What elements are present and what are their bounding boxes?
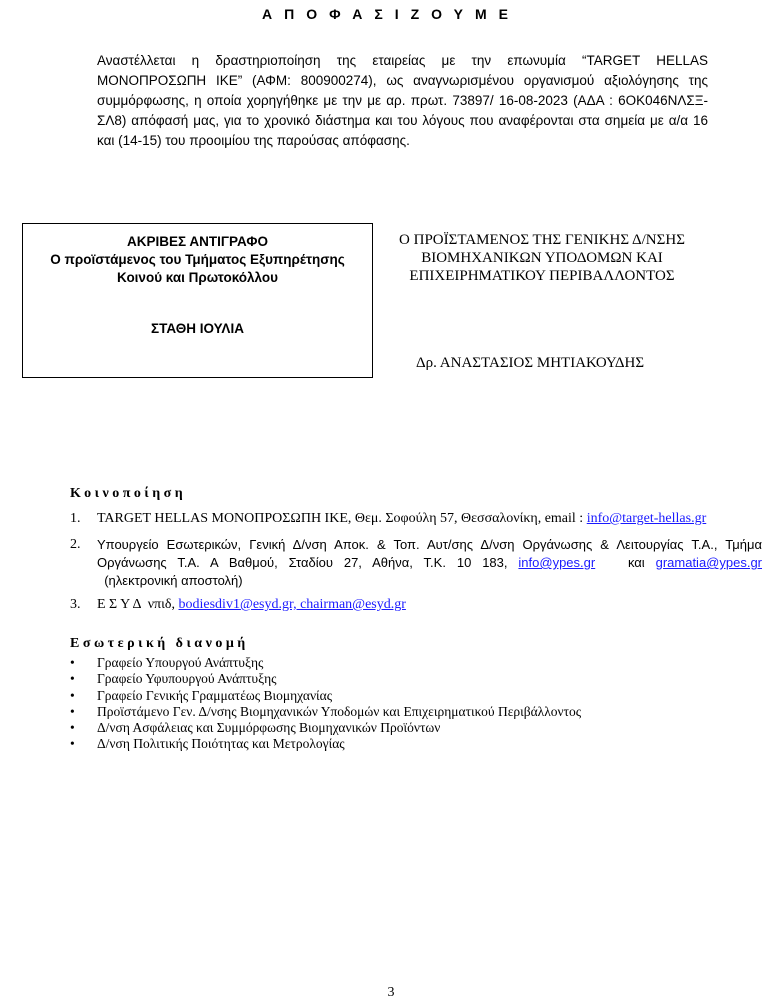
list-item — [70, 655, 581, 671]
list-item-text: Δ/νση Πολιτικής Ποιότητας και Μετρολογίας — [97, 736, 345, 752]
email-link-info-ypes[interactable]: info@ypes.gr — [518, 555, 596, 570]
notification-number: 1. — [70, 511, 81, 526]
list-item — [70, 688, 581, 704]
list-item — [70, 736, 581, 752]
list-item — [70, 720, 581, 736]
distribution-title: Εσωτερική διανομή — [70, 636, 249, 651]
notification-item — [70, 596, 762, 614]
distribution-list — [70, 655, 581, 753]
true-copy-box — [22, 223, 373, 378]
director-title-line3: ΕΠΙΧΕΙΡΗΜΑΤΙΚΟΥ ΠΕΡΙΒΑΛΛΟΝΤΟΣ — [409, 268, 675, 284]
bullet-icon: • — [70, 703, 75, 719]
director-name: Δρ. ΑΝΑΣΤΑΣΙΟΣ ΜΗΤΙΑΚΟΥΔΗΣ — [416, 355, 645, 371]
list-item — [70, 671, 581, 687]
bullet-icon: • — [70, 671, 75, 687]
email-link-target-hellas[interactable]: info@target-hellas.gr — [586, 511, 707, 526]
bullet-icon: • — [70, 655, 75, 670]
email-link-esyd[interactable]: bodiesdiv1@esyd.gr, chairman@esyd.gr — [178, 597, 406, 612]
list-item — [70, 704, 581, 720]
notification-tail: (ηλεκτρονική αποστολή) — [97, 573, 243, 588]
notification-text — [97, 536, 762, 590]
bullet-icon: • — [70, 720, 75, 736]
list-item-text: Δ/νση Ασφάλειας και Συμμόρφωσης Βιομηχανικών Προϊόντων — [97, 720, 441, 736]
list-item-text: Γραφείο Υφυπουργού Ανάπτυξης — [97, 671, 277, 687]
bullet-icon: • — [70, 687, 75, 703]
notification-connector: και — [595, 555, 656, 570]
notification-number: 2. — [70, 537, 81, 552]
bullet-icon: • — [70, 736, 75, 752]
notification-text — [97, 596, 762, 614]
notification-number: 3. — [70, 597, 81, 612]
notification-text-3: Ε Σ Υ Δ νπιδ, — [97, 597, 179, 612]
true-copy-title: ΑΚΡΙΒΕΣ ΑΝΤΙΓΡΑΦΟ — [127, 234, 268, 249]
director-title-line2: ΒΙΟΜΗΧΑΝΙΚΩΝ ΥΠΟΔΟΜΩΝ ΚΑΙ — [421, 250, 663, 266]
notification-item — [70, 510, 762, 528]
list-item-text: Προϊστάμενο Γεν. Δ/νσης Βιομηχανικών Υποδομών και Επιχειρηματικού Περιβάλλοντος — [97, 703, 582, 719]
notification-title: Κοινοποίηση — [70, 486, 187, 501]
list-item-text: Γραφείο Γενικής Γραμματέως Βιομηχανίας — [97, 687, 333, 703]
director-title-line1: Ο ΠΡΟΪΣΤΑΜΕΝΟΣ ΤΗΣ ΓΕΝΙΚΗΣ Δ/ΝΣΗΣ — [399, 232, 685, 248]
notification-text — [97, 510, 762, 528]
decision-paragraph: Αναστέλλεται η δραστηριοποίηση της εταιρείας με την επωνυμία “TARGET HELLAS ΜΟΝΟΠΡΟΣΩΠΗ ΙΚΕ” (ΑΦΜ: 800900274), ως αναγνωρισμένου οργανισμού αξιολόγησης της συμμόρφωσης, η οποία χορηγήθηκε με την με αρ. πρωτ. 73897/ 16-08-2023 (ΑΔΑ : 6ΟΚ046ΝΛΣΞ-ΣΛ8) απόφασή μας, για το χρονικό διάστημα και του λόγους που αναφέρονται στα σημεία με α/α 16 και (14-15) του προοιμίου της παρούσας απόφασης. — [97, 53, 708, 148]
page-number: 3 — [387, 985, 395, 1000]
true-copy-role-line1: Ο προϊστάμενος του Τμήματος Εξυπηρέτησης — [50, 252, 345, 267]
notification-text-1: TARGET HELLAS ΜΟΝΟΠΡΟΣΩΠΗ ΙΚΕ, Θεμ. Σοφούλη 57, Θεσσαλονίκη, email : — [97, 511, 587, 526]
email-link-gramatia-ypes[interactable]: gramatia@ypes.gr — [655, 555, 762, 570]
director-title-block — [382, 231, 702, 285]
notification-item — [70, 536, 762, 590]
notification-text-2: Υπουργείο Εσωτερικών, Γενική Δ/νση Αποκ. & Τοπ. Αυτ/σης Δ/νση Οργάνωσης & Λειτουργίας Τ.Α., Τμήμα Οργάνωσης Τ.Α. Α Βαθμού, Σταδίου 27, Αθήνα, Τ.Κ. 10 183, — [97, 537, 762, 570]
decision-heading: ΑΠΟΦΑΣΙΖΟΥΜΕ — [261, 6, 521, 22]
true-copy-signatory: ΣΤΑΘΗ ΙΟΥΛΙΑ — [151, 321, 244, 336]
list-item-text: Γραφείο Υπουργού Ανάπτυξης — [97, 655, 264, 670]
true-copy-role-line2: Κοινού και Πρωτοκόλλου — [117, 270, 278, 285]
